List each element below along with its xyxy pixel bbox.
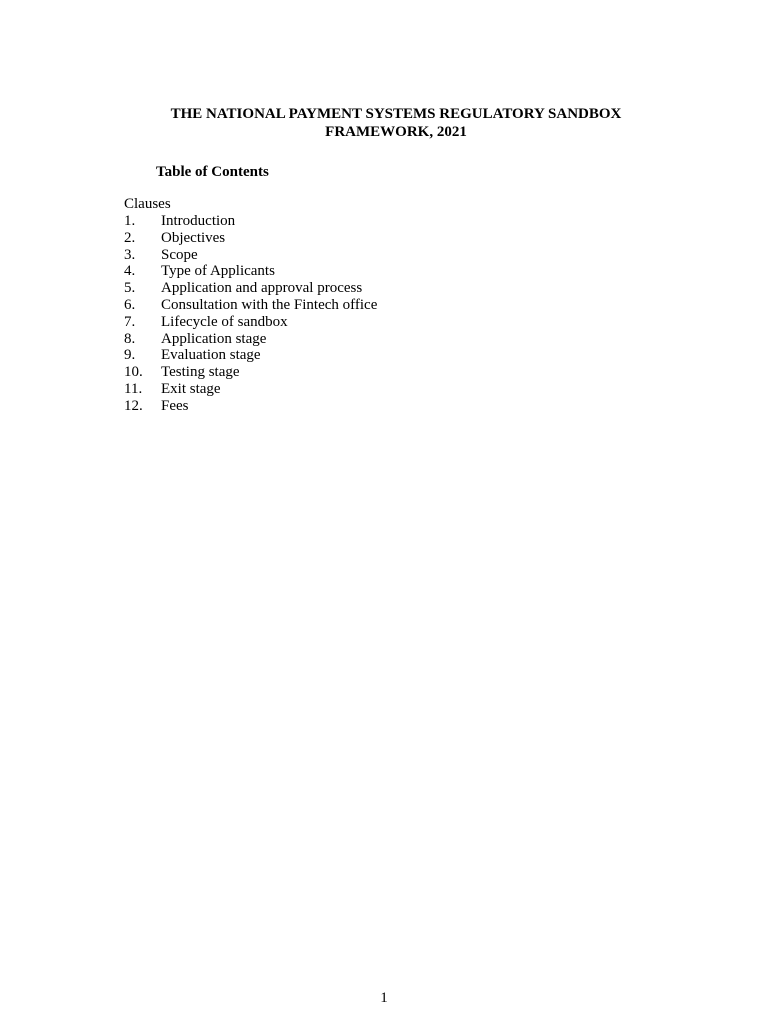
- toc-item-label: Consultation with the Fintech office: [161, 296, 378, 313]
- toc-item-number: 11.: [124, 380, 143, 397]
- toc-item: [124, 364, 377, 381]
- toc-item-label: Type of Applicants: [161, 263, 275, 280]
- toc-item: [124, 247, 377, 264]
- toc-item-number: 2.: [124, 229, 136, 246]
- toc-item-number: 10.: [124, 364, 143, 381]
- toc-item: [124, 213, 377, 230]
- toc-item-number: 12.: [124, 397, 143, 414]
- toc-item-label: Objectives: [161, 229, 226, 246]
- toc-item-number: 1.: [124, 213, 136, 229]
- document-title: [0, 105, 768, 141]
- toc-item-label: Evaluation stage: [161, 347, 261, 364]
- toc-item: [124, 398, 377, 415]
- table-of-contents-heading: Table of Contents: [156, 164, 269, 180]
- toc-item-number: 7.: [124, 313, 136, 330]
- document-title-line-2: FRAMEWORK, 2021: [325, 124, 467, 140]
- toc-item-label: Exit stage: [161, 380, 221, 397]
- toc-item-number: 5.: [124, 280, 136, 297]
- document-title-line-1: THE NATIONAL PAYMENT SYSTEMS REGULATORY SANDBOX: [170, 106, 622, 122]
- toc-item-label: Application and approval process: [161, 280, 363, 297]
- toc-item-label: Testing stage: [161, 364, 240, 381]
- toc-item-label: Lifecycle of sandbox: [161, 313, 288, 330]
- toc-item: [124, 331, 377, 348]
- toc-item: [124, 297, 377, 314]
- toc-item: [124, 280, 377, 297]
- table-of-contents-list: [124, 213, 377, 415]
- toc-item-label: Scope: [161, 246, 198, 263]
- toc-item-label: Introduction: [161, 213, 236, 229]
- toc-item: [124, 230, 377, 247]
- toc-item-label: Fees: [161, 397, 189, 414]
- toc-item-number: 9.: [124, 347, 136, 364]
- toc-item-number: 8.: [124, 330, 136, 347]
- clauses-label: Clauses: [124, 196, 171, 212]
- toc-item: [124, 347, 377, 364]
- toc-item: [124, 263, 377, 280]
- toc-item-number: 4.: [124, 263, 136, 280]
- toc-item-number: 6.: [124, 296, 136, 313]
- toc-item-label: Application stage: [161, 330, 267, 347]
- toc-item-number: 3.: [124, 246, 136, 263]
- toc-item: [124, 314, 377, 331]
- toc-item: [124, 381, 377, 398]
- page-number: 1: [380, 990, 388, 1006]
